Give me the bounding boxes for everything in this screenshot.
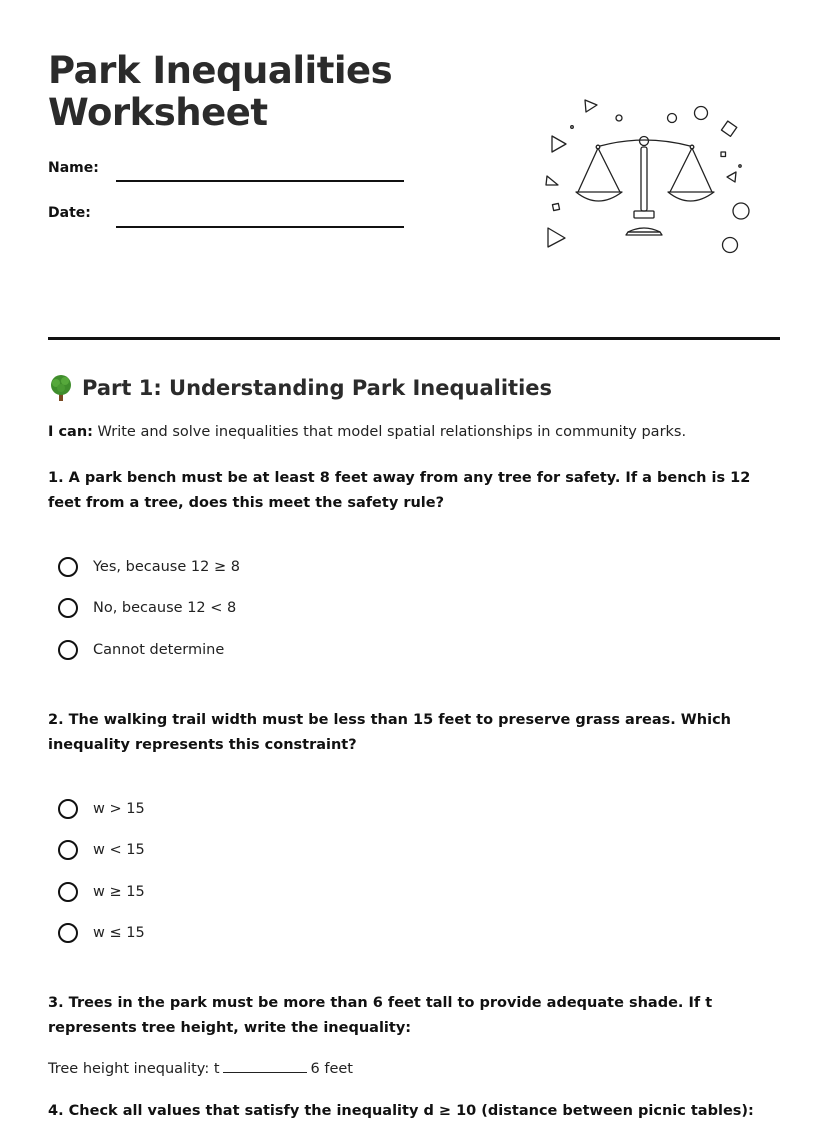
radio-button[interactable] xyxy=(58,882,78,902)
section-heading-text: Part 1: Understanding Park Inequalities xyxy=(82,376,553,400)
question-1: 1. A park bench must be at least 8 feet away from any tree for safety. If a bench is 12 feet from a tree, does this meet the safety rule? xyxy=(48,470,751,511)
q3-fill-in xyxy=(48,1058,353,1077)
answer-blank[interactable] xyxy=(223,1058,307,1073)
ican-text: Write and solve inequalities that model spatial relationships in community parks. xyxy=(92,424,687,440)
q1-option-2[interactable] xyxy=(58,598,236,618)
learning-target xyxy=(48,424,686,440)
radio-button[interactable] xyxy=(58,640,78,660)
option-label: No, because 12 < 8 xyxy=(93,600,237,616)
option-label: w ≤ 15 xyxy=(93,925,145,941)
q1-option-3[interactable] xyxy=(58,640,224,660)
balance-scale-icon xyxy=(576,137,714,236)
radio-button[interactable] xyxy=(58,840,78,860)
name-label: Name: xyxy=(48,160,99,176)
name-line[interactable] xyxy=(116,180,404,182)
question-2: 2. The walking trail width must be less than 15 feet to preserve grass areas. Which inequality represents this constraint? xyxy=(48,712,731,753)
option-label: Yes, because 12 ≥ 8 xyxy=(93,559,240,575)
option-label: w ≥ 15 xyxy=(93,884,145,900)
radio-button[interactable] xyxy=(58,799,78,819)
radio-button[interactable] xyxy=(58,598,78,618)
question-4: 4. Check all values that satisfy the inequality d ≥ 10 (distance between picnic tables): xyxy=(48,1103,754,1119)
fill-prefix: Tree height inequality: t xyxy=(48,1061,220,1077)
option-label: w < 15 xyxy=(93,842,145,858)
date-line[interactable] xyxy=(116,226,404,228)
q2-option-3[interactable] xyxy=(58,882,145,902)
worksheet-title xyxy=(48,50,392,134)
section-heading xyxy=(48,374,552,402)
balance-scale-illustration xyxy=(540,92,758,260)
section-divider xyxy=(48,337,780,340)
question-3: 3. Trees in the park must be more than 6 feet tall to provide adequate shade. If t represents tree height, write the inequality: xyxy=(48,995,713,1036)
radio-button[interactable] xyxy=(58,557,78,577)
q2-option-1[interactable] xyxy=(58,799,145,819)
ican-prefix: I can: xyxy=(48,424,93,440)
fill-suffix: 6 feet xyxy=(310,1061,353,1077)
option-label: Cannot determine xyxy=(93,642,225,658)
q1-option-1[interactable] xyxy=(58,557,240,577)
option-label: w > 15 xyxy=(93,801,145,817)
date-label: Date: xyxy=(48,205,91,221)
radio-button[interactable] xyxy=(58,923,78,943)
q2-option-4[interactable] xyxy=(58,923,145,943)
tree-icon xyxy=(48,374,74,402)
q2-option-2[interactable] xyxy=(58,840,145,860)
title-line-2: Worksheet xyxy=(48,91,268,134)
title-line-1: Park Inequalities xyxy=(48,49,393,92)
